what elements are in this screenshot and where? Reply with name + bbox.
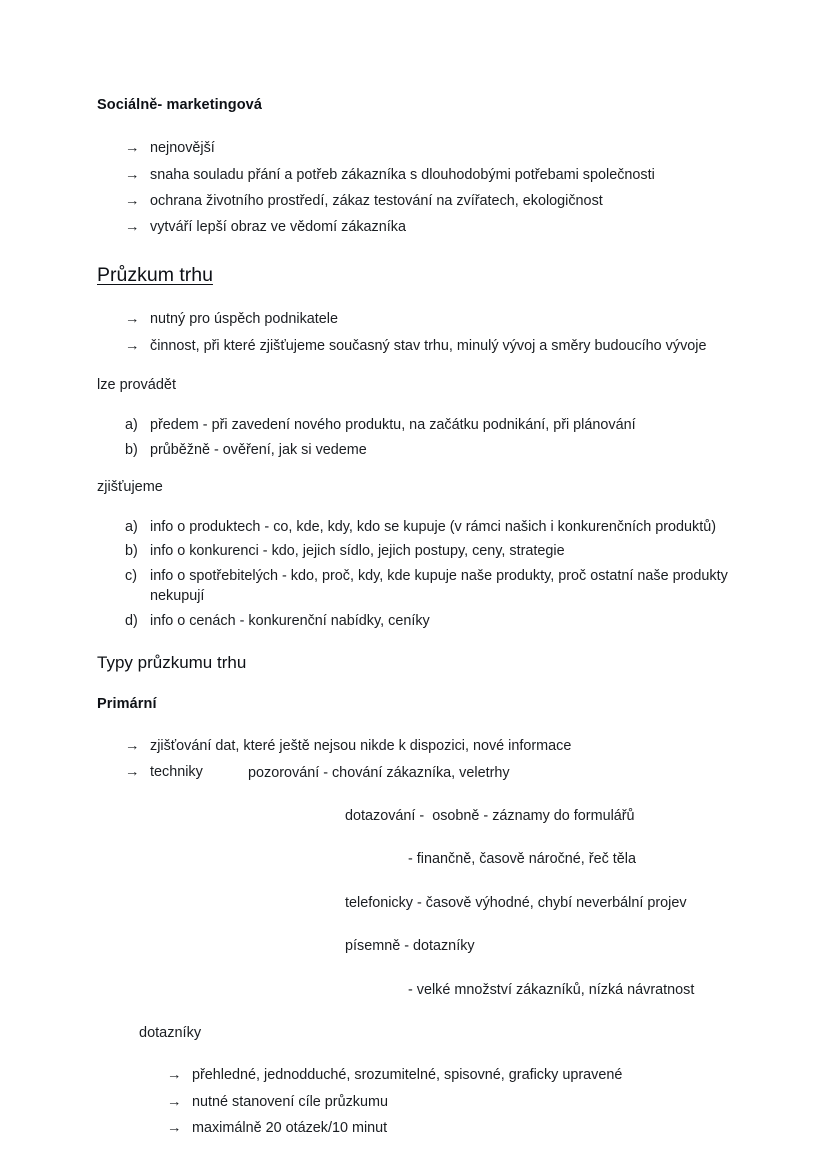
techniky-row-financne: - finančně, časově náročné, řeč těla [408, 851, 636, 868]
list-item [139, 1065, 730, 1085]
list-item-label: předem - při zavedení nového produktu, na začátku podnikání, při plánování [150, 417, 636, 434]
heading-typy-pruzkumu: Typy průzkumu trhu [97, 653, 247, 673]
spacer [97, 1043, 730, 1065]
arrow-icon: → [125, 337, 140, 354]
spacer [97, 460, 730, 478]
subheading-primarni: Primární [97, 696, 157, 713]
section-typy-pruzkumu [97, 653, 730, 1000]
list-marker: c) [125, 567, 137, 584]
arrow-icon: → [125, 764, 140, 781]
techniky-row-pozorovani: pozorování - chování zákazníka, veletrhy [248, 764, 510, 781]
techniky-row-pisemne: písemně - dotazníky [345, 938, 475, 955]
bullet-list-socialne [97, 138, 730, 238]
arrow-icon: → [125, 737, 140, 754]
list-marker: d) [125, 612, 138, 629]
list-item [97, 165, 730, 185]
heading-pruzkum-trhu: Průzkum trhu [97, 263, 213, 286]
list-item [97, 415, 730, 435]
section-socialne-marketingova [97, 96, 730, 238]
spacer [97, 114, 730, 138]
list-item [139, 1118, 730, 1138]
spacer [97, 395, 730, 415]
list-item-label: info o cenách - konkurenční nabídky, ceníky [150, 612, 430, 629]
list-marker: a) [125, 417, 138, 434]
arrow-icon: → [167, 1119, 182, 1136]
list-item-label: snaha souladu přání a potřeb zákazníka s dlouhodobými potřebami společnosti [150, 166, 655, 183]
list-item-label: nutné stanovení cíle průzkumu [192, 1093, 388, 1110]
bullet-list-pruzkum [97, 309, 730, 356]
spacer [97, 1000, 730, 1024]
list-item [97, 541, 730, 561]
list-item [97, 611, 730, 631]
label-zjistujeme: zjišťujeme [97, 478, 163, 495]
list-item [97, 191, 730, 211]
list-item [97, 440, 730, 460]
arrow-icon: → [125, 193, 140, 210]
list-item-label: zjišťování dat, které ještě nejsou nikde k dispozici, nové informace [150, 737, 572, 754]
techniky-row-dotazovani: dotazování - osobně - záznamy do formulářů [345, 807, 635, 824]
group-zjistujeme [97, 478, 730, 631]
group-dotazniky [97, 1024, 730, 1138]
spacer [97, 497, 730, 517]
section-pruzkum-trhu [97, 264, 730, 356]
label-techniky: techniky [150, 764, 203, 781]
list-item-label: ochrana životního prostředí, zákaz testování na zvířatech, ekologičnost [150, 193, 603, 210]
spacer [97, 714, 730, 736]
arrow-icon: → [125, 311, 140, 328]
list-item [97, 217, 730, 237]
list-item-label: činnost, při které zjišťujeme současný stav trhu, minulý vývoj a směry budoucího vývoje [150, 337, 707, 354]
list-marker: b) [125, 441, 138, 458]
list-item-label: info o spotřebitelých - kdo, proč, kdy, kde kupuje naše produkty, proč ostatní naše produkty nekupují [150, 567, 728, 605]
list-item-label: průběžně - ověření, jak si vedeme [150, 441, 367, 458]
list-item [97, 517, 730, 537]
arrow-icon: → [167, 1067, 182, 1084]
spacer [97, 356, 730, 376]
heading-socialne-marketingova: Sociálně- marketingová [97, 97, 262, 113]
list-item-label: maximálně 20 otázek/10 minut [192, 1119, 388, 1136]
list-item-label: přehledné, jednodduché, srozumitelné, spisovné, graficky upravené [192, 1067, 623, 1084]
label-dotazniky: dotazníky [139, 1025, 202, 1042]
alpha-list-zjistujeme [97, 517, 730, 631]
list-item-label: nutný pro úspěch podnikatele [150, 311, 339, 328]
spacer [97, 287, 730, 309]
list-item [97, 138, 730, 158]
techniky-row-telefonicky: telefonicky - časově výhodné, chybí neverbální projev [345, 894, 687, 911]
spacer [97, 631, 730, 653]
group-lze-provadet [97, 376, 730, 460]
list-item [139, 1092, 730, 1112]
list-item-label: info o produktech - co, kde, kdy, kdo se kupuje (v rámci našich i konkurenčních produktů) [150, 518, 717, 535]
list-item-label: nejnovější [150, 140, 215, 157]
spacer [97, 673, 730, 695]
list-marker: b) [125, 543, 138, 560]
techniky-row-velke-mnozstvi: - velké množství zákazníků, nízká návratnost [408, 981, 695, 998]
techniky-rows [97, 763, 730, 1001]
arrow-icon: → [167, 1093, 182, 1110]
list-item [97, 566, 730, 607]
bullet-list-dotazniky [139, 1065, 730, 1138]
spacer [97, 238, 730, 264]
arrow-icon: → [125, 219, 140, 236]
list-item [97, 736, 730, 756]
list-item [97, 336, 730, 356]
list-item [97, 309, 730, 329]
heading-pruzkum-trhu-wrap [97, 264, 730, 287]
alpha-list-lze-provadet [97, 415, 730, 460]
list-item-label: info o konkurenci - kdo, jejich sídlo, jejich postupy, ceny, strategie [150, 543, 565, 560]
list-marker: a) [125, 518, 138, 535]
label-lze-provadet: lze provádět [97, 377, 176, 394]
list-item-label: vytváří lepší obraz ve vědomí zákazníka [150, 219, 406, 236]
arrow-icon: → [125, 166, 140, 183]
arrow-icon: → [125, 140, 140, 157]
